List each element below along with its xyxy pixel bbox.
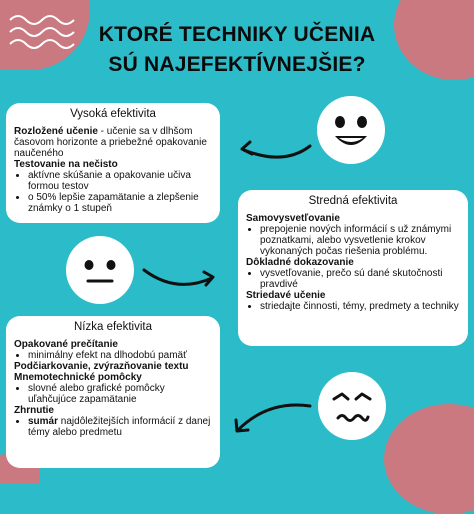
card-heading-high: Vysoká efektivita <box>70 108 156 120</box>
term-label: Opakované prečítanie <box>14 339 118 350</box>
bullet-list <box>28 350 212 361</box>
term-label: Mnemotechnické pomôcky <box>14 372 142 383</box>
bullet-list <box>28 416 212 438</box>
page-title <box>60 20 414 80</box>
bullet-list <box>260 301 460 312</box>
list-item: • slovné alebo grafické pomôcky uľahčujúce zapamätanie <box>28 383 212 405</box>
term-label: Zhrnutie <box>14 405 54 416</box>
card-heading-low: Nízka efektivita <box>74 321 152 333</box>
list-item: • minimálny efekt na dlhodobú pamäť <box>28 350 212 361</box>
curved-arrow-icon <box>140 260 222 294</box>
bullet-list <box>28 383 212 405</box>
term-label: Rozložené učenie <box>14 126 98 137</box>
term-label: Striedavé učenie <box>246 290 326 301</box>
term-label: Samovysvetľovanie <box>246 213 340 224</box>
term-label: Dôkladné dokazovanie <box>246 257 354 268</box>
card-heading-medium: Stredná efektivita <box>308 195 398 207</box>
bullet-list <box>260 268 460 290</box>
decor-blob-bottom-right <box>384 404 474 514</box>
title-line-2: SÚ NAJEFEKTÍVNEJŠIE? <box>108 53 366 76</box>
technique-spaced-learning <box>14 126 212 159</box>
card-low-efficiency <box>6 316 220 468</box>
list-item: • striedajte činnosti, témy, predmety a techniky <box>260 301 460 312</box>
title-line-1: KTORÉ TECHNIKY UČENIA <box>98 23 376 46</box>
list-item <box>28 416 212 438</box>
neutral-face-icon <box>66 236 134 304</box>
term-label: Podčiarkovanie, zvýrazňovanie textu <box>14 361 189 372</box>
term-description: - učenie sa v dlhšom časovom horizonte a priebežné opakovanie naučeného <box>14 126 207 159</box>
worried-face-icon <box>318 372 386 440</box>
happy-face-icon <box>317 96 385 164</box>
bullet-list <box>260 224 460 257</box>
card-high-efficiency <box>6 103 220 223</box>
card-medium-efficiency <box>238 190 468 346</box>
summary-bold: sumár <box>28 416 59 427</box>
list-item: • vysvetľovanie, prečo sú dané skutočnosti pravdivé <box>260 268 460 290</box>
curved-arrow-icon <box>234 132 314 166</box>
list-item: • aktívne skúšanie a opakovanie učiva formou testov <box>28 170 212 192</box>
list-item: • o 50% lepšie zapamätanie a zlepšenie známky o 1 stupeň <box>28 192 212 214</box>
bullet-list <box>28 170 212 214</box>
list-item: • prepojenie nových informácií s už známymi poznatkami, alebo vysvetlenie krokov vykonaných počas riešenia problému. <box>260 224 460 257</box>
term-label: Testovanie na nečisto <box>14 159 118 170</box>
summary-rest: najdôležitejších informácií z danej témy alebo predmetu <box>28 416 211 438</box>
curved-arrow-icon <box>228 400 314 440</box>
